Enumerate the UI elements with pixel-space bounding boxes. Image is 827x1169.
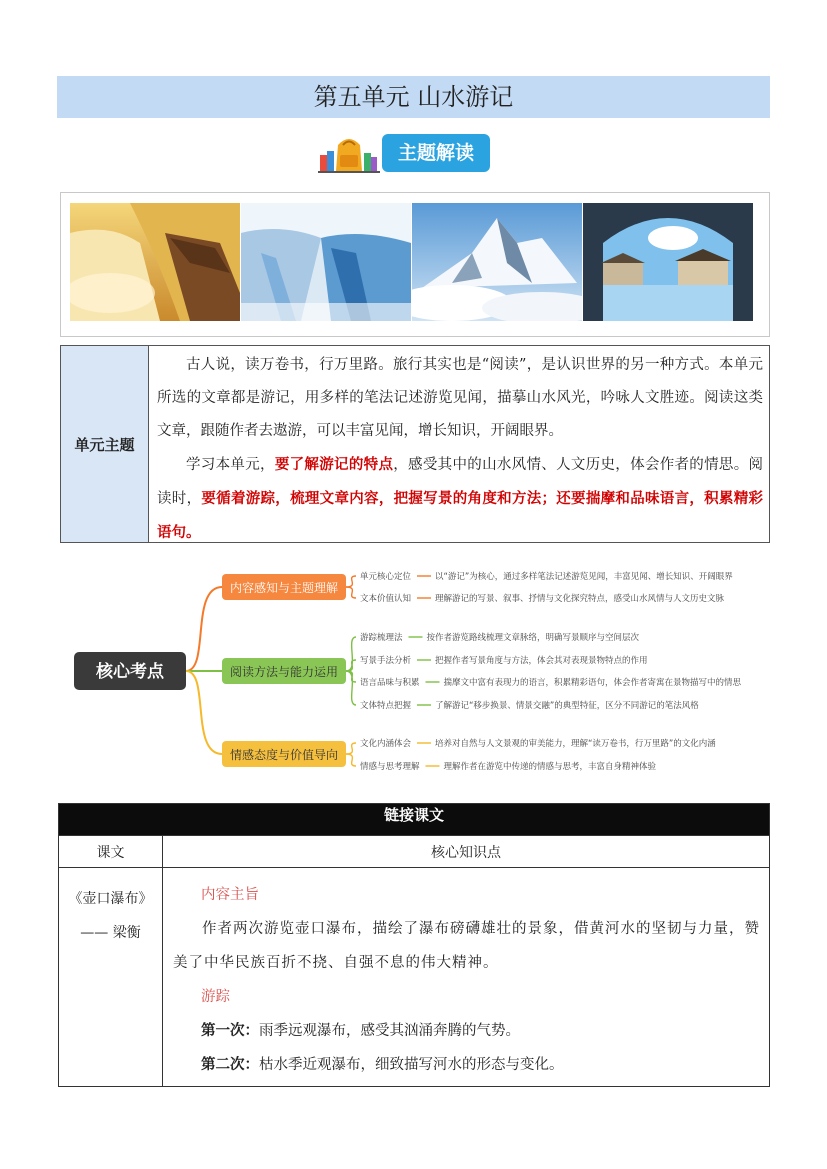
mindmap-item-desc: 培养对自然与人文景观的审美能力，理解“读万卷书，行万里路”的文化内涵	[435, 739, 716, 749]
mindmap-item-connector	[346, 743, 356, 754]
mindmap-item-name: 单元核心定位	[360, 572, 412, 582]
mindmap-root-label: 核心考点	[96, 662, 164, 682]
mindmap-item-name: 情感与思考理解	[360, 762, 420, 772]
unit-theme-text	[157, 349, 763, 550]
trail-first	[173, 1014, 761, 1048]
mindmap-item-name: 文化内涵体会	[360, 739, 412, 749]
mindmap-item-desc: 了解游记“移步换景、情景交融”的典型特征，区分不同游记的笔法风格	[435, 701, 699, 711]
theme-badge: 主题解读	[382, 134, 490, 172]
mindmap-item-desc: 以“游记”为核心，通过多样笔法记述游览见闻，丰富见闻、增长知识、开阔眼界	[435, 572, 733, 582]
ancient-town-image	[583, 203, 753, 321]
snow-mountain-image	[412, 203, 582, 321]
mindmap-item-connector	[346, 660, 356, 671]
mindmap-item-name: 写景手法分析	[360, 656, 412, 666]
mindmap-item-name: 游踪梳理法	[360, 633, 403, 643]
text-span: ，感受其中的山水风情、人文历史，体会作者的情思。阅读时，	[157, 457, 764, 507]
core-points-mindmap	[60, 560, 770, 780]
trail-second-text: 枯水季近观瀑布，细致描写河水的形态与变化。	[259, 1057, 564, 1073]
table-row	[59, 868, 770, 1087]
highlight-text: 要了解游记的特点	[274, 456, 394, 473]
highlight-text: 要循着游踪，梳理文章内容，把握写景的角度和方法；还要揣摩和品味语言，积累精彩语句。	[157, 490, 764, 541]
mindmap-item-name: 文体特点把握	[360, 701, 412, 711]
linked-lessons-table	[58, 803, 770, 1087]
mindmap-item-connector	[346, 671, 356, 705]
trail-first-text: 雨季远观瀑布，感受其汹涌奔腾的气势。	[259, 1023, 520, 1039]
column-header-knowledge: 核心知识点	[163, 836, 770, 868]
mindmap-item-connector	[346, 587, 356, 598]
content-heading: 内容主旨	[201, 887, 259, 903]
mindmap-branch-label: 阅读方法与能力运用	[229, 665, 339, 679]
mindmap-svg	[60, 560, 770, 780]
unit-theme-label: 单元主题	[61, 346, 149, 542]
mindmap-connector	[186, 671, 222, 754]
table-title: 链接课文	[59, 804, 770, 836]
unit-theme-paragraph-1: 古人说，读万卷书，行万里路。旅行其实也是“阅读”，是认识世界的另一种方式。本单元所选的文章都是游记，用多样的笔法记述游览见闻，描摹山水风光，吟咏人文胜迹。阅读这类文章，跟随作者去遨游，可以丰富见闻，增长知识，开阔眼界。	[157, 357, 763, 439]
mindmap-item-desc: 把握作者写景角度与方法，体会其对表现景物特点的作用	[435, 656, 648, 666]
photo-strip	[60, 192, 770, 337]
mindmap-connector	[186, 587, 222, 671]
mindmap-item-connector	[346, 754, 356, 766]
mindmap-item-connector	[346, 637, 356, 671]
text-span: 学习本单元，	[186, 457, 275, 473]
mindmap-branch-label: 内容感知与主题理解	[229, 581, 339, 595]
mindmap-item-desc: 理解作者在游览中传递的情感与思考，丰富自身精神体验	[443, 762, 657, 772]
lesson-author: —— 梁衡	[80, 925, 141, 941]
mindmap-branch-label: 情感态度与价值导向	[229, 748, 339, 762]
mindmap-item-desc: 揣摩文中富有表现力的语言，积累精彩语句，体会作者寄寓在景物描写中的情思	[443, 678, 742, 688]
waterfall-image	[70, 203, 240, 321]
trail-second-label: 第二次：	[201, 1056, 259, 1073]
lesson-title: 《壶口瀑布》	[68, 891, 153, 907]
page-title: 第五单元 山水游记	[57, 76, 770, 118]
mindmap-item-desc: 理解游记的写景、叙事、抒情与文化探究特点，感受山水风情与人文历史文脉	[435, 594, 725, 604]
unit-theme-table	[60, 345, 770, 543]
mindmap-item-name: 文本价值认知	[360, 594, 412, 604]
mindmap-item-name: 语言品味与积累	[360, 678, 420, 688]
glacier-image	[241, 203, 411, 321]
trail-heading: 游踪	[201, 989, 230, 1005]
trail-second	[173, 1048, 761, 1082]
content-text: 作者两次游览壶口瀑布，描绘了瀑布磅礴雄壮的景象，借黄河水的坚韧与力量，赞美了中华民族百折不挠、自强不息的伟大精神。	[173, 921, 760, 971]
knowledge-cell	[163, 868, 770, 1087]
mindmap-item-desc: 按作者游览路线梳理文章脉络，明确写景顺序与空间层次	[426, 633, 640, 643]
column-header-lesson: 课文	[59, 836, 163, 868]
mindmap-item-connector	[346, 576, 356, 587]
trail-first-label: 第一次：	[201, 1022, 259, 1039]
backpack-icon	[318, 131, 380, 175]
lesson-cell	[59, 868, 163, 1087]
theme-header	[318, 131, 490, 175]
unit-theme-paragraph-2	[157, 448, 763, 550]
